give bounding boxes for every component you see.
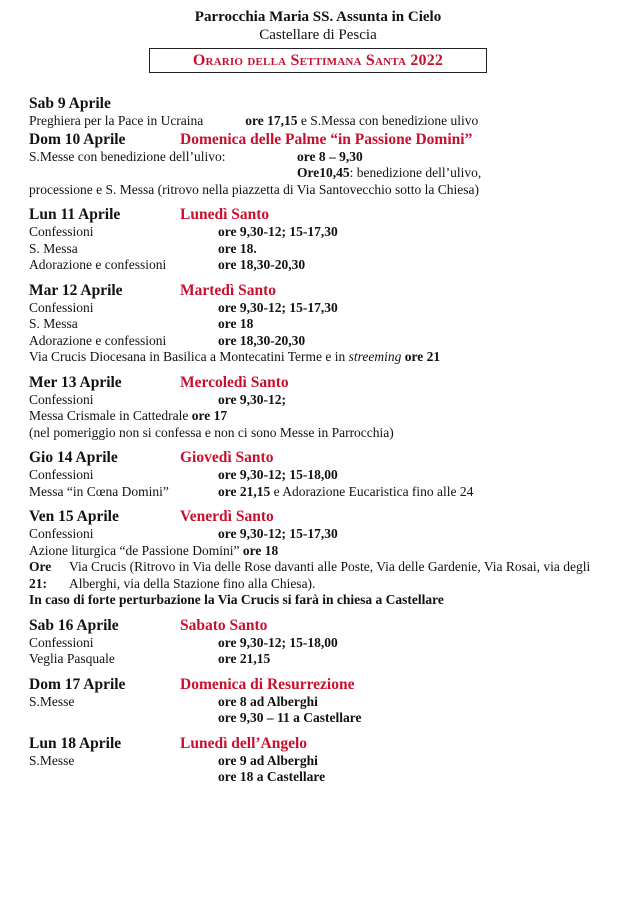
day-liturgical-name: Domenica delle Palme “in Passione Domini” — [180, 130, 473, 148]
schedule-body — [29, 94, 619, 786]
day-ven-15 — [29, 507, 619, 609]
day-sab-16 — [29, 616, 619, 668]
day-label: Dom 10 Aprile — [29, 130, 126, 148]
schedule-row: Adorazione e confessioni ore 18,30-20,30 — [29, 257, 306, 272]
schedule-row: Confessioni ore 9,30-12; 15-18,00 — [29, 467, 338, 482]
day-gio-14 — [29, 448, 619, 500]
day-label: Sab 16 Aprile — [29, 616, 119, 634]
day-label: Mer 13 Aprile — [29, 373, 122, 391]
day-mar-12 — [29, 281, 619, 366]
via-crucis-diocesan-line: Via Crucis Diocesana in Basilica a Montecatini Terme e in streeming ore 21 — [29, 349, 441, 364]
parish-location: Castellare di Pescia — [259, 27, 377, 43]
day-lun-18 — [29, 734, 619, 786]
day-liturgical-name: Giovedì Santo — [180, 449, 274, 466]
day-label: Lun 11 Aprile — [29, 206, 121, 223]
parish-name: Parrocchia Maria SS. Assunta in Cielo — [194, 9, 442, 25]
day-label: Gio 14 Aprile — [29, 449, 118, 466]
bad-weather-note: In caso di forte perturbazione la Via Crucis si farà in chiesa a Castellare — [29, 592, 444, 607]
schedule-row: Confessioni ore 9,30-12; 15-17,30 — [29, 526, 338, 541]
day-label: Ven 15 Aprile — [29, 508, 119, 525]
day-label: Mar 12 Aprile — [29, 281, 123, 299]
chrism-mass-line: Messa Crismale in Cattedrale ore 17 — [29, 408, 228, 423]
day-sab-9 — [29, 94, 619, 130]
day-liturgical-name: Venerdì Santo — [180, 508, 274, 525]
schedule-row: S.Messe ore 9 ad Alberghi — [29, 752, 318, 768]
schedule-row: S. Messa ore 18 — [29, 316, 254, 331]
day-liturgical-name: Lunedì dell’Angelo — [180, 734, 308, 752]
schedule-row: S.Messe ore 8 ad Alberghi — [29, 693, 318, 709]
schedule-row: Confessioni ore 9,30-12; — [29, 391, 286, 407]
procession-note: processione e S. Messa (ritrovo nella piazzetta di Via Santovecchio sotto la Chiesa) — [29, 181, 479, 197]
schedule-row: S.Messe con benedizione dell’ulivo: ore 8 – 9,30 — [29, 148, 363, 164]
schedule-row: ore 9,30 – 11 a Castellare — [218, 710, 362, 725]
schedule-row: S. Messa ore 18. — [29, 240, 257, 256]
schedule-row: Messa “in Cœna Domini” ore 21,15 e Adorazione Eucaristica fino alle 24 — [29, 483, 474, 499]
day-label: Dom 17 Aprile — [29, 675, 126, 693]
liturgical-action-line: Azione liturgica “de Passione Domini” ore 18 — [29, 542, 279, 558]
day-liturgical-name: Martedì Santo — [180, 281, 277, 299]
day-mer-13 — [29, 373, 619, 442]
day-lun-11 — [29, 205, 619, 274]
day-dom-17 — [29, 675, 619, 727]
schedule-row: Confessioni ore 9,30-12; 15-18,00 — [29, 634, 338, 650]
day-liturgical-name: Lunedì Santo — [180, 206, 270, 223]
day-dom-10 — [29, 130, 619, 199]
day-liturgical-name: Domenica di Resurrezione — [180, 675, 355, 693]
document-header — [0, 8, 636, 73]
via-crucis-route: Ore 21: Via Crucis (Ritrovo in Via delle Rose davanti alle Poste, Via delle Gardenie, Via Rosai, via degli Alberghi, via della Stazione fino alla Chiesa). — [29, 559, 591, 591]
peace-prayer-line: Preghiera per la Pace in Ucraina ore 17,15 e S.Messa con benedizione ulivo — [29, 113, 479, 128]
day-label: Lun 18 Aprile — [29, 734, 122, 752]
schedule-title: Orario della Settimana Santa 2022 — [149, 48, 487, 73]
schedule-row: Ore10,45: benedizione dell’ulivo, — [297, 165, 482, 180]
day-label: Sab 9 Aprile — [29, 95, 111, 112]
schedule-row: Confessioni ore 9,30-12; 15-17,30 — [29, 299, 338, 315]
schedule-row: Adorazione e confessioni ore 18,30-20,30 — [29, 332, 306, 348]
schedule-row: ore 18 a Castellare — [218, 769, 326, 784]
day-liturgical-name: Sabato Santo — [180, 616, 268, 634]
afternoon-note: (nel pomeriggio non si confessa e non ci sono Messe in Parrocchia) — [29, 424, 394, 440]
schedule-row: Confessioni ore 9,30-12; 15-17,30 — [29, 224, 338, 239]
day-liturgical-name: Mercoledì Santo — [180, 373, 289, 391]
schedule-row: Veglia Pasquale ore 21,15 — [29, 651, 271, 666]
